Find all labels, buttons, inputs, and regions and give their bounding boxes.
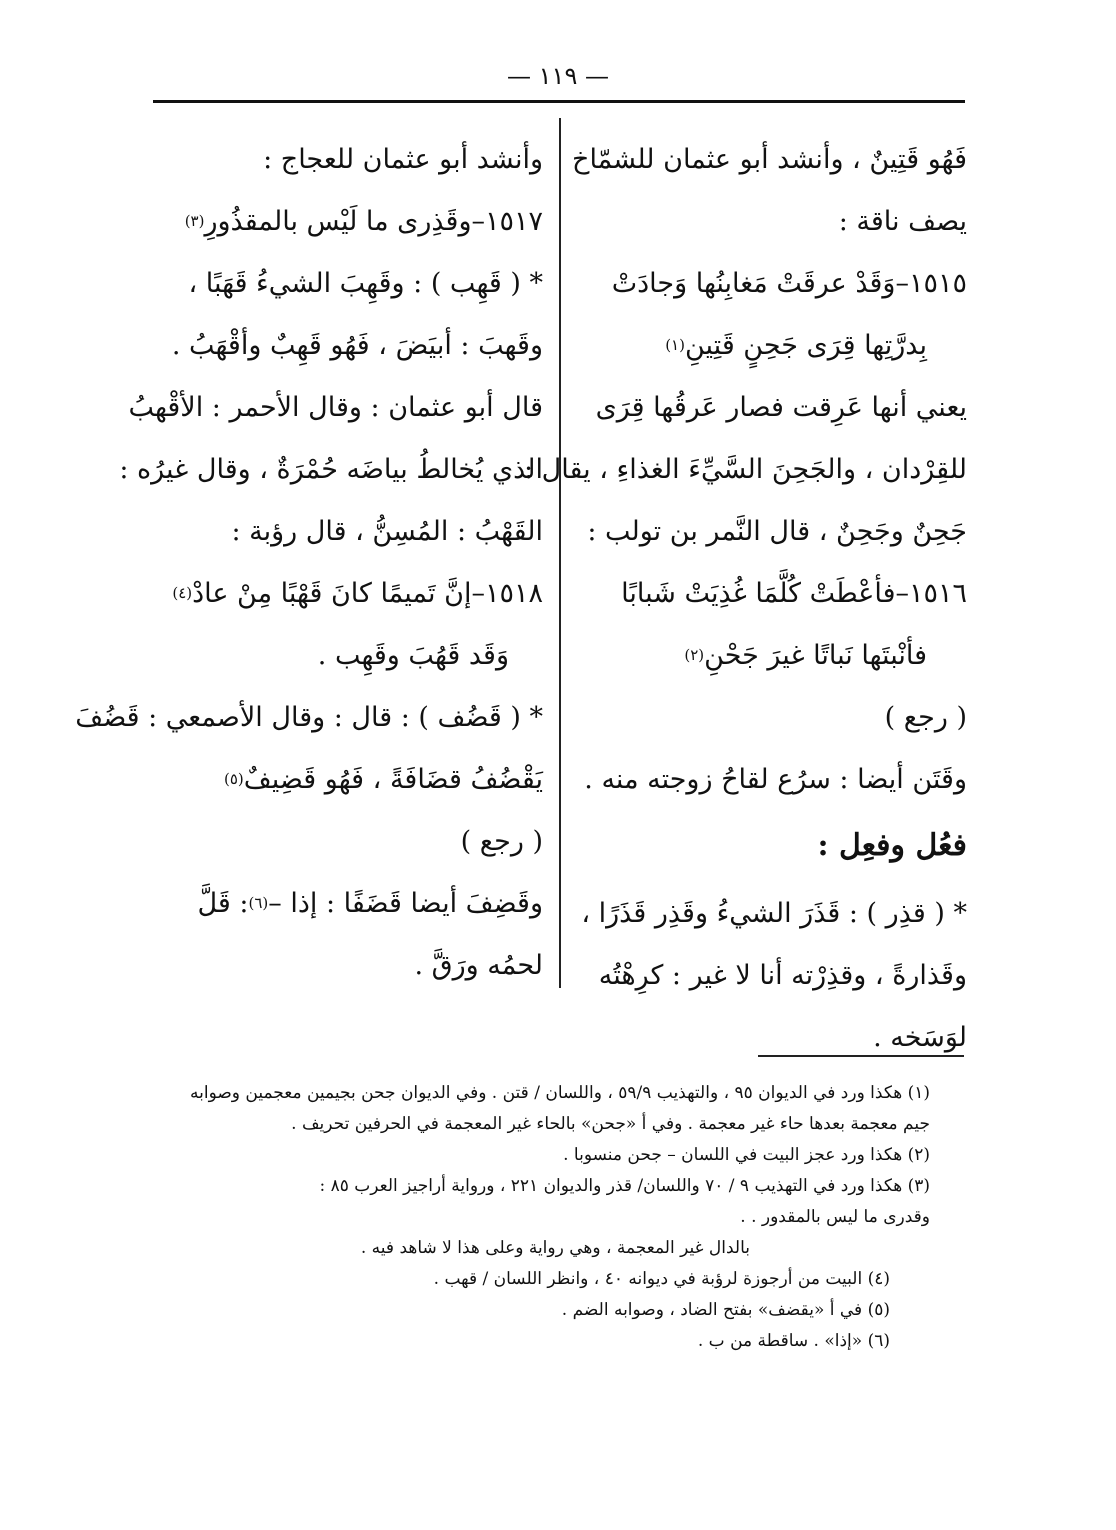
- footnote: (٥) في أ «يقضف» بفتح الضاد ، وصوابه الضم .: [561, 1300, 890, 1320]
- footnote: جيم معجمة بعدها حاء غير معجمة . وفي أ «جحن» بالحاء غير المعجمة في الحرفين تحريف .: [291, 1114, 930, 1134]
- footnote-marker: (٥): [223, 769, 244, 788]
- text-line: وأنشد أبو عثمان للعجاج :: [263, 143, 543, 175]
- right-column: [523, 128, 967, 1068]
- footnote: (٦) «إذا» . ساقطة من ب .: [697, 1331, 890, 1351]
- footnote: وقدرى ما ليس بالمقدور . .: [740, 1207, 930, 1227]
- footnote: (٣) هكذا ورد في التهذيب ٩ / ٧٠ واللسان/ قذر والديوان ٢٢١ ، ورواية أراجيز العرب ٨٥ :: [319, 1176, 930, 1196]
- footnote: (٢) هكذا ورد عجز البيت في اللسان – جحن منسوبا .: [563, 1145, 930, 1165]
- footnote-marker: (٣): [184, 211, 205, 230]
- footnote: (١) هكذا ورد في الديوان ٩٥ ، والتهذيب ٥٩/٩ ، واللسان / قتن . وفي الديوان جحن بجيمين معجمين وصوابه: [190, 1083, 930, 1103]
- page-number: — ١١٩ —: [507, 62, 609, 90]
- text-line: وقَهبَ : أبيَضَ ، فَهُو قَهِبٌ وأقْهَبُ .: [171, 329, 543, 361]
- verse-line: ١٥١٨–إنَّ تَميمًا كانَ قَهْبًا مِنْ عادْ (٤): [172, 577, 543, 609]
- text-line: يصف ناقة :: [838, 205, 967, 237]
- verse-line: ١٥١٦–فأعْطَتْ كُلَّمَا غُذِيَتْ شَبابًا: [621, 577, 967, 609]
- footnote-marker: (١): [665, 335, 685, 354]
- entry-line: * ( قَضُف ) : قال : وقال الأصمعي : قَضُفَ: [75, 701, 543, 733]
- verse-line: ١٥١٧–وقَذِرى ما لَيْس بالمقذُورِ (٣): [184, 205, 543, 237]
- footnote-rule: [758, 1055, 964, 1057]
- verse-line: وَقَد قَهُبَ وقَهِب .: [317, 639, 509, 671]
- footnotes: [140, 1078, 930, 1357]
- text-line: لوَسَخه .: [873, 1021, 967, 1053]
- header-rule: [153, 100, 965, 103]
- footnote: (٤) البيت من أرجوزة لرؤبة في ديوانه ٤٠ ، وانظر اللسان / قهب .: [433, 1269, 890, 1289]
- footnote-marker: (٦): [248, 893, 269, 912]
- left-column: [75, 128, 543, 996]
- footnote-marker: (٢): [684, 645, 705, 664]
- footnote-marker: (٤): [172, 583, 193, 602]
- footnote: بالدال غير المعجمة ، وهي رواية وعلى هذا لا شاهد فيه .: [360, 1238, 750, 1258]
- reference-note: ( رجع ): [460, 825, 543, 857]
- text-line: جَحِنٌ وجَحِنٌ ، قال النَّمر بن تولب :: [587, 515, 967, 547]
- verse-line: بِدرَّتِها قِرَى جَحِنٍ قَتِينِ (١): [665, 329, 927, 361]
- text-line: وقَذارةً ، وقذِرْته أنا لا غير : كرِهْتُه: [598, 959, 967, 991]
- verse-line: ١٥١٥–وَقَدْ عرقَتْ مَغابِنُها وَجادَتْ: [611, 267, 967, 299]
- section-heading: فعُل وفعِل :: [817, 828, 967, 863]
- text-line: قال أبو عثمان : وقال الأحمر : الأقْهبُ: [128, 391, 543, 423]
- text-line: يعني أنها عَرِقت فصار عَرقُها قِرَى: [595, 391, 967, 423]
- column-divider: [559, 118, 561, 988]
- text-line: وقَضِفَ أيضا قَضَفًا : إذا – (٦) : قَلَّ: [197, 887, 543, 919]
- entry-line: * ( قَهِب ) : وقَهِبَ الشيءُ قَهَبًا ،: [188, 267, 543, 299]
- text-line: للقِرْدان ، والجَحِنَ السَّيِّءَ الغذاءِ ، يقال :: [523, 453, 967, 485]
- text-line: فَهُو قَتِينٌ ، وأنشد أبو عثمان للشمّاخ: [572, 143, 967, 175]
- text-line: يَقْضُفُ قضَافَةً ، فَهُو قَضِيفٌ (٥): [223, 763, 543, 795]
- text-line: الذي يُخالطُ بياضَه حُمْرَةٌ ، وقال غيرُه :: [119, 453, 543, 485]
- text-line: القَهْبُ : المُسِنُّ ، قال رؤبة :: [231, 515, 543, 547]
- text-line: لحمُه ورَقَّ .: [414, 949, 543, 981]
- verse-line: فأنْبتَها نَباتًا غيرَ جَحْنِ (٢): [684, 639, 927, 671]
- reference-note: ( رجع ): [884, 701, 967, 733]
- text-line: وقَتَن أيضا : سرُع لقاحُ زوجته منه .: [584, 763, 967, 795]
- entry-line: * ( قذِر ) : قَذَرَ الشيءُ وقَذِر قَذَرًا ،: [581, 897, 967, 929]
